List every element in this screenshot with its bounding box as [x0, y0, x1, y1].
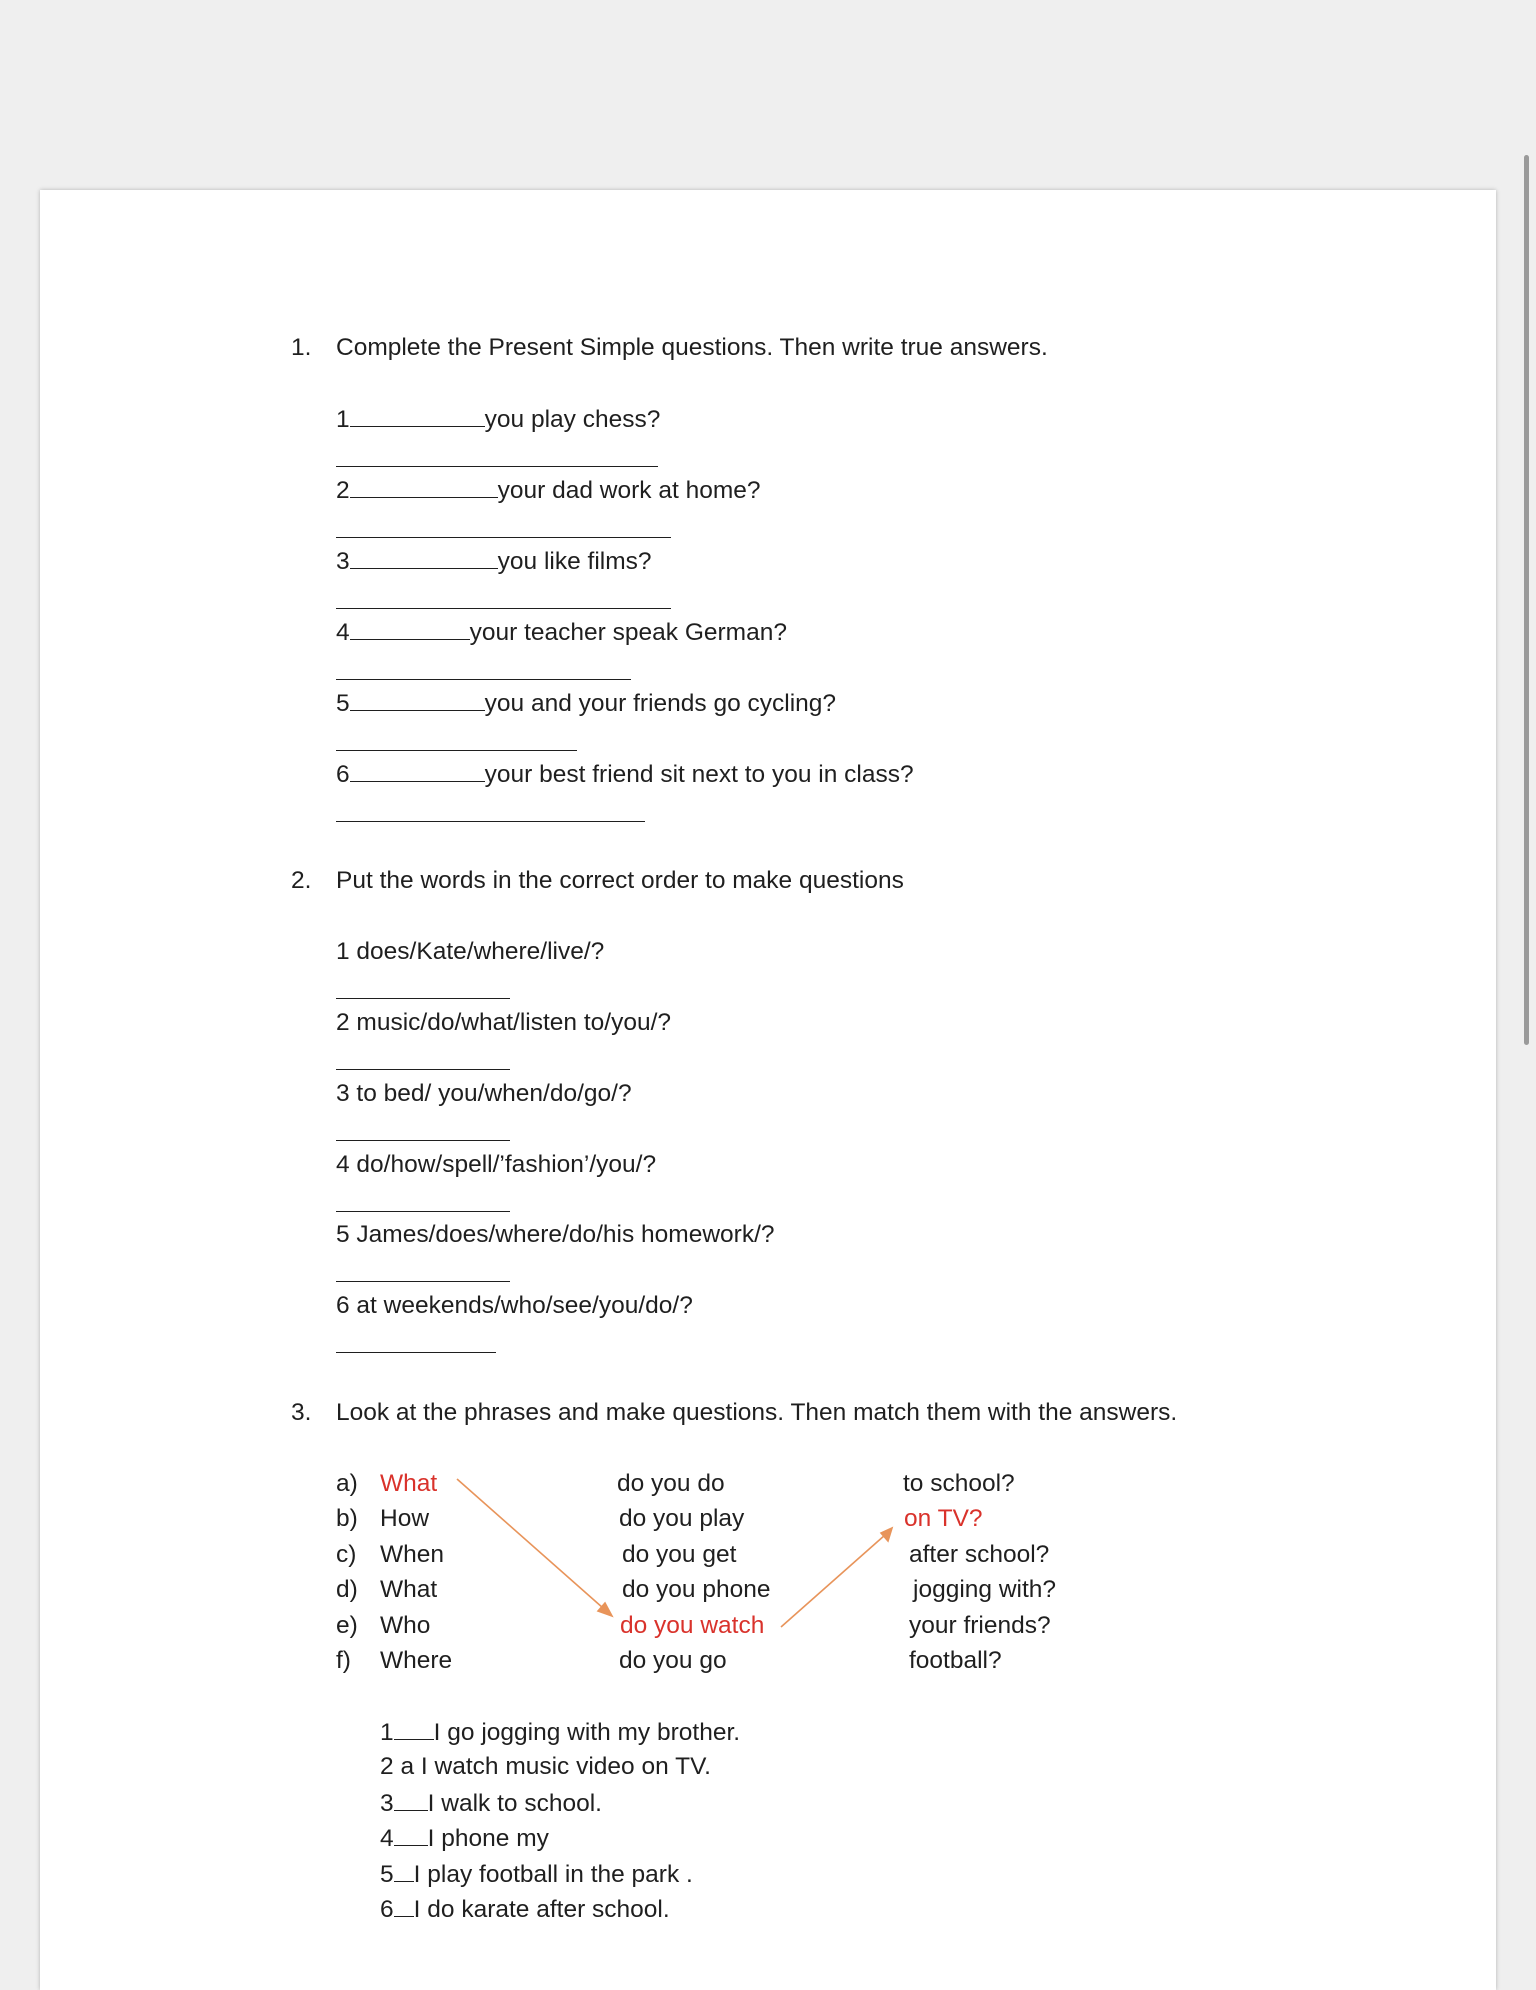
col2-phrase: do you do [617, 1470, 725, 1497]
answer-blank[interactable] [350, 546, 498, 569]
col3-phrase: your friends? [909, 1612, 1051, 1639]
answer-line[interactable] [336, 1069, 510, 1070]
answer-blank[interactable] [350, 404, 485, 427]
answer-number: 5 [380, 1861, 394, 1888]
answer-line[interactable] [336, 1140, 510, 1141]
ex1-question-text: you play chess? [484, 406, 661, 433]
ex2-item-4: 4 do/how/spell/’fashion’/you/? [336, 1151, 657, 1178]
answer-line[interactable] [336, 1281, 510, 1282]
vertical-scrollbar[interactable] [1524, 155, 1529, 1045]
col3-phrase: football? [909, 1647, 1002, 1674]
col3-phrase: to school? [903, 1470, 1015, 1497]
exercise-3-instruction: Look at the phrases and make questions. Then match them with the answers. [336, 1399, 1178, 1426]
answer-line[interactable] [336, 608, 671, 609]
col1-word: Where [380, 1647, 453, 1674]
answer-blank[interactable] [350, 759, 485, 782]
col2-phrase: do you go [619, 1647, 727, 1674]
answer-number: 6 [380, 1896, 394, 1923]
ex2-item-1: 1 does/Kate/where/live/? [336, 938, 605, 965]
answer-row-2 [380, 1752, 711, 1782]
ex1-question-2 [336, 475, 760, 506]
ex1-question-text: your best friend sit next to you in class? [484, 761, 914, 788]
ex1-question-1 [336, 404, 660, 435]
answer-number: 2 [380, 1753, 394, 1780]
ex1-question-number: 2 [336, 477, 350, 504]
col1-letter: b) [336, 1505, 358, 1532]
exercise-1-number: 1. [291, 334, 312, 361]
answer-row-5 [380, 1859, 693, 1890]
answer-line[interactable] [336, 1211, 510, 1212]
col1-letter: f) [336, 1647, 351, 1674]
exercise-2-instruction: Put the words in the correct order to make questions [336, 867, 904, 894]
document-page [40, 190, 1496, 1990]
answer-line[interactable] [336, 750, 577, 751]
col1-word: Who [380, 1612, 431, 1639]
answer-number: 3 [380, 1790, 394, 1817]
ex1-question-text: your dad work at home? [497, 477, 761, 504]
col1-word-highlighted: What [380, 1470, 438, 1497]
col2-phrase-highlighted: do you watch [620, 1612, 765, 1639]
col1-letter: c) [336, 1541, 357, 1568]
ex1-question-3 [336, 546, 652, 577]
col1-word: What [380, 1576, 438, 1603]
answer-blank[interactable] [350, 688, 485, 711]
answer-line[interactable] [336, 679, 631, 680]
col1-word: How [380, 1505, 430, 1532]
answer-blank[interactable] [394, 1823, 428, 1846]
ex1-question-number: 6 [336, 761, 350, 788]
ex1-question-5 [336, 688, 836, 719]
ex1-question-number: 5 [336, 690, 350, 717]
ex2-item-3: 3 to bed/ you/when/do/go/? [336, 1080, 632, 1107]
ex2-item-6: 6 at weekends/who/see/you/do/? [336, 1292, 693, 1319]
answer-text: I play football in the park . [413, 1861, 693, 1888]
answer-text: I go jogging with my brother. [433, 1719, 741, 1746]
answer-text: I do karate after school. [413, 1896, 670, 1923]
answer-line[interactable] [336, 998, 510, 999]
ex2-item-2: 2 music/do/what/listen to/you/? [336, 1009, 672, 1036]
exercise-2-number: 2. [291, 867, 312, 894]
exercise-3-number: 3. [291, 1399, 312, 1426]
answer-blank[interactable] [394, 1788, 428, 1811]
answer-blank[interactable] [394, 1894, 414, 1917]
ex1-question-number: 4 [336, 619, 350, 646]
col1-letter: a) [336, 1470, 358, 1497]
col1-letter: e) [336, 1612, 358, 1639]
col2-phrase: do you play [619, 1505, 745, 1532]
col3-phrase: jogging with? [913, 1576, 1057, 1603]
ex1-question-number: 3 [336, 548, 350, 575]
answer-blank[interactable] [394, 1717, 434, 1740]
answer-line[interactable] [336, 466, 658, 467]
ex1-question-number: 1 [336, 406, 350, 433]
answer-line[interactable] [336, 537, 671, 538]
answer-line[interactable] [336, 1352, 496, 1353]
answer-row-4 [380, 1823, 549, 1854]
answer-row-6 [380, 1894, 670, 1925]
answer-row-3 [380, 1788, 602, 1819]
answer-blank[interactable] [350, 475, 498, 498]
answer-number: 1 [380, 1719, 394, 1746]
answer-fill[interactable]: a [400, 1753, 415, 1780]
col1-letter: d) [336, 1576, 358, 1603]
col2-phrase: do you get [622, 1541, 737, 1568]
answer-blank[interactable] [350, 617, 470, 640]
answer-row-1 [380, 1717, 740, 1748]
col2-phrase: do you phone [622, 1576, 771, 1603]
answer-number: 4 [380, 1825, 394, 1852]
col1-word: When [380, 1541, 445, 1568]
answer-text: I walk to school. [427, 1790, 602, 1817]
ex1-question-text: your teacher speak German? [469, 619, 787, 646]
exercise-1-instruction: Complete the Present Simple questions. Then write true answers. [336, 334, 1048, 361]
col3-phrase: after school? [909, 1541, 1050, 1568]
answer-text: I phone my [427, 1825, 549, 1852]
ex1-question-6 [336, 759, 914, 790]
answer-text: I watch music video on TV. [420, 1753, 711, 1780]
ex1-question-4 [336, 617, 787, 648]
ex1-question-text: you like films? [497, 548, 652, 575]
answer-line[interactable] [336, 821, 645, 822]
answer-blank[interactable] [394, 1859, 414, 1882]
ex1-question-text: you and your friends go cycling? [484, 690, 837, 717]
ex2-item-5: 5 James/does/where/do/his homework/? [336, 1221, 775, 1248]
col3-phrase-highlighted: on TV? [904, 1505, 983, 1532]
